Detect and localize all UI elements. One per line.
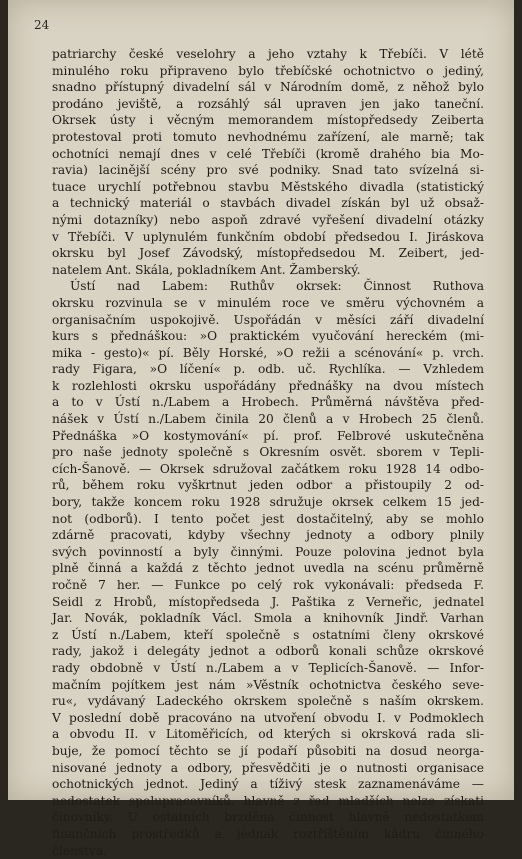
text-line: finančních prostředků a jednak roztříštěním kádru činného bbox=[52, 826, 484, 843]
text-line: Seidl z Hrobů, místopředseda J. Paštika z Verneřic, jednatel bbox=[52, 594, 484, 611]
text-line: členstva. bbox=[52, 843, 484, 859]
text-line: Jar. Novák, pokladník Václ. Smola a knihovník Jindř. Varhan bbox=[52, 610, 484, 627]
text-line: a technický materiál o stavbách divadel získán byl už obsaž- bbox=[52, 195, 484, 212]
text-line: ochotnických jednot. Jediný a tíživý stesk zaznamenáváme — bbox=[52, 776, 484, 793]
text-line: zdárně pracovati, kdyby všechny jednoty a odbory plnily bbox=[52, 527, 484, 544]
text-line: ochotníci nemají dnes v celé Třebíči (kromě drahého bia Mo- bbox=[52, 146, 484, 163]
text-line: minulého roku připraveno bylo třebíčské ochotnictvo o jediný, bbox=[52, 63, 484, 80]
text-line: organisačním uspokojivě. Uspořádán v měsíci září divadelní bbox=[52, 312, 484, 329]
text-line: V poslední době pracováno na utvoření obvodu I. v Podmoklech bbox=[52, 710, 484, 727]
text-line: prodáno jeviště, a rozsáhlý sál upraven jen jako taneční. bbox=[52, 96, 484, 113]
text-line: rady obdobně v Ústí n./Labem a v Teplicích-Šanově. — Infor- bbox=[52, 660, 484, 677]
body-text bbox=[52, 46, 484, 859]
book-page bbox=[8, 0, 514, 800]
text-line: patriarchy české veselohry a jeho vztahy k Třebíči. V létě bbox=[52, 46, 484, 63]
text-line: Ústí nad Labem: Ruthův okrsek: Činnost Ruthova bbox=[52, 278, 484, 295]
text-line: nedostatek spolupracovníků, hlavně z řad mladších nelze získati bbox=[52, 793, 484, 810]
text-line: mačním pojítkem jest nám »Věstník ochotnictva českého seve- bbox=[52, 677, 484, 694]
text-line: k rozlehlosti okrsku uspořádány přednášky na dvou místech bbox=[52, 378, 484, 395]
text-line: Okrsek ústy i věcným memorandem místopředsedy Zeiberta bbox=[52, 112, 484, 129]
text-line: kurs s přednáškou: »O praktickém vyučování hereckém (mi- bbox=[52, 328, 484, 345]
text-line: cích-Šanově. — Okrsek sdružoval začátkem roku 1928 14 odbo- bbox=[52, 461, 484, 478]
text-line: nisované jednoty a odbory, přesvědčiti je o nutnosti organisace bbox=[52, 760, 484, 777]
text-line: bory, takže koncem roku 1928 sdružuje okrsek celkem 15 jed- bbox=[52, 494, 484, 511]
text-line: protestoval proti tomuto nevhodnému zařízení, ale marně; tak bbox=[52, 129, 484, 146]
text-line: okrsku byl Josef Závodský, místopředsedou M. Zeibert, jed- bbox=[52, 245, 484, 262]
text-line: svých povinností a byly činnými. Pouze polovina jednot byla bbox=[52, 544, 484, 561]
text-line: okrsku rozvinula se v minulém roce ve směru výchovném a bbox=[52, 295, 484, 312]
text-line: snadno přístupný divadelní sál v Národním domě, z něhož bylo bbox=[52, 79, 484, 96]
text-line: a to v Ústí n./Labem a Hrobech. Průměrná návštěva před- bbox=[52, 394, 484, 411]
text-line: pro naše jednoty společně s Okresním osvět. sborem v Tepli- bbox=[52, 444, 484, 461]
text-line: činovníky. U ostatních brzděna činnost hlavně nedostatkem bbox=[52, 809, 484, 826]
text-line: plně činná a každá z těchto jednot uvedla na scénu průměrně bbox=[52, 560, 484, 577]
text-line: rady, jakož i delegáty jednot a odborů konali schůze okrskové bbox=[52, 643, 484, 660]
text-line: nými dotazníky) nebo aspoň zdravé vyřešení divadelní otázky bbox=[52, 212, 484, 229]
text-line: buje, že pomocí těchto se jí podaří působiti na dosud neorga- bbox=[52, 743, 484, 760]
text-line: tuace urychlí potřebnou stavbu Městského divadla (statistický bbox=[52, 179, 484, 196]
text-line: nášek v Ústí n./Labem činila 20 členů a v Hrobech 25 členů. bbox=[52, 411, 484, 428]
text-line: ru«, vydávaný Ladeckého okrskem společně s naším okrskem. bbox=[52, 693, 484, 710]
page-number: 24 bbox=[34, 18, 49, 32]
text-line: rů, během roku vyškrtnut jeden odbor a přistoupily 2 od- bbox=[52, 477, 484, 494]
text-line: not (odborů). I tento počet jest dostačitelný, aby se mohlo bbox=[52, 511, 484, 528]
text-line: Přednáška »O kostymování« pí. prof. Felbrové uskutečněna bbox=[52, 428, 484, 445]
text-line: a obvodu II. v Litoměřicích, od kterých si okrsková rada sli- bbox=[52, 726, 484, 743]
text-line: v Třebíči. V uplynulém funkčním období předsedou I. Jiráskova bbox=[52, 229, 484, 246]
text-line: z Ústí n./Labem, kteří společně s ostatními členy okrskové bbox=[52, 627, 484, 644]
text-line: ravia) lacinější scény pro své podniky. Snad tato svízelná si- bbox=[52, 162, 484, 179]
text-line: ročně 7 her. — Funkce po celý rok vykonávali: předseda F. bbox=[52, 577, 484, 594]
text-line: mika - gesto)« pí. Běly Horské, »O režii a scénování« p. vrch. bbox=[52, 345, 484, 362]
text-line: rady Figara, »O líčení« p. odb. uč. Rychlíka. — Vzhledem bbox=[52, 361, 484, 378]
text-line: natelem Ant. Skála, pokladníkem Ant. Žamberský. bbox=[52, 262, 484, 279]
